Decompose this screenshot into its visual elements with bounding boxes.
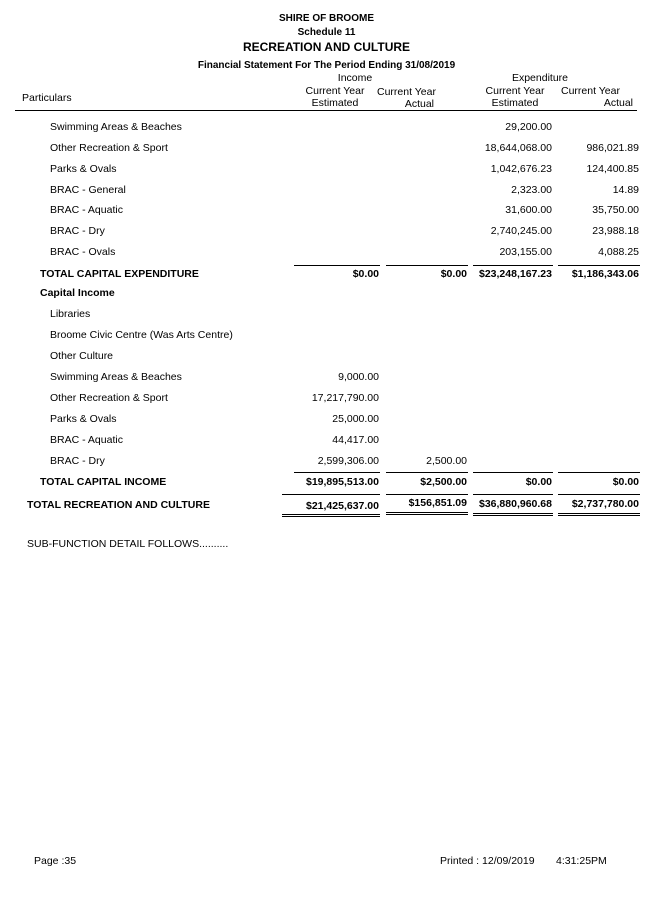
total-capital-expenditure-row: TOTAL CAPITAL EXPENDITURE $0.00 $0.00 $23,248,167.23 $1,186,343.06 — [40, 268, 639, 280]
table-row: Other Recreation & Sport 17,217,790.00 — [50, 392, 379, 404]
double-underline — [282, 514, 380, 515]
sub-function-note: SUB-FUNCTION DETAIL FOLLOWS.......... — [27, 538, 229, 550]
table-row: Libraries — [50, 308, 91, 320]
table-row: Parks & Ovals 1,042,676.23 124,400.85 — [50, 163, 639, 175]
total-rule — [558, 494, 640, 495]
table-row: BRAC - Ovals 203,155.00 4,088.25 — [50, 246, 639, 258]
table-row: Broome Civic Centre (Was Arts Centre) — [50, 329, 233, 341]
particulars-header: Particulars — [22, 92, 72, 104]
printed-time: 4:31:25PM — [556, 855, 607, 867]
header-rule — [15, 110, 637, 111]
expenditure-group-header: Expenditure — [511, 72, 569, 84]
income-group-header: Income — [337, 72, 373, 84]
income-estimated-header: Current Year Estimated — [305, 85, 365, 109]
total-rule — [473, 494, 553, 495]
double-underline — [386, 512, 468, 513]
exp-estimated-header: Current Year Estimated — [485, 85, 545, 109]
table-row: BRAC - General 2,323.00 14.89 — [50, 184, 639, 196]
total-rule — [386, 494, 468, 495]
table-row: Swimming Areas & Beaches 29,200.00 — [50, 121, 552, 133]
page-title: RECREATION AND CULTURE — [242, 40, 411, 54]
income-actual-header: Current Year Actual — [377, 86, 436, 110]
subtotal-rule — [558, 472, 640, 473]
table-row: BRAC - Aquatic 31,600.00 35,750.00 — [50, 204, 639, 216]
double-underline — [558, 513, 640, 514]
total-capital-income-row: TOTAL CAPITAL INCOME $19,895,513.00 $2,500.00 $0.00 $0.00 — [40, 476, 639, 488]
table-row: Swimming Areas & Beaches 9,000.00 — [50, 371, 379, 383]
table-row: Other Culture — [50, 350, 114, 362]
double-underline — [473, 515, 553, 516]
subtotal-rule — [386, 472, 468, 473]
subtotal-rule — [294, 265, 380, 266]
subtotal-rule — [386, 265, 468, 266]
double-underline — [473, 513, 553, 514]
section-heading: Capital Income — [40, 287, 115, 299]
table-row: Parks & Ovals 25,000.00 — [50, 413, 379, 425]
double-underline — [558, 515, 640, 516]
total-rule — [282, 494, 380, 495]
total-recreation-culture-row: TOTAL RECREATION AND CULTURE $21,425,637.00 $156,851.09 $36,880,960.68 $2,737,780.00 — [27, 497, 639, 512]
subtotal-rule — [473, 265, 553, 266]
subtotal-rule — [558, 265, 640, 266]
double-underline — [386, 514, 468, 515]
double-underline — [282, 516, 380, 517]
org-name: SHIRE OF BROOME — [278, 13, 374, 24]
table-row: BRAC - Dry 2,599,306.00 2,500.00 — [50, 455, 467, 467]
exp-actual-header: Current Year Actual — [561, 85, 633, 109]
table-row: Other Recreation & Sport 18,644,068.00 986,021.89 — [50, 142, 639, 154]
subtotal-rule — [294, 472, 380, 473]
subtotal-rule — [473, 472, 553, 473]
table-row: BRAC - Dry 2,740,245.00 23,988.18 — [50, 225, 639, 237]
table-row: BRAC - Aquatic 44,417.00 — [50, 434, 379, 446]
period-label: Financial Statement For The Period Ending 31/08/2019 — [197, 60, 456, 71]
schedule-label: Schedule 11 — [297, 27, 356, 38]
printed-date: Printed : 12/09/2019 — [440, 855, 535, 867]
page-number: Page :35 — [34, 855, 77, 867]
